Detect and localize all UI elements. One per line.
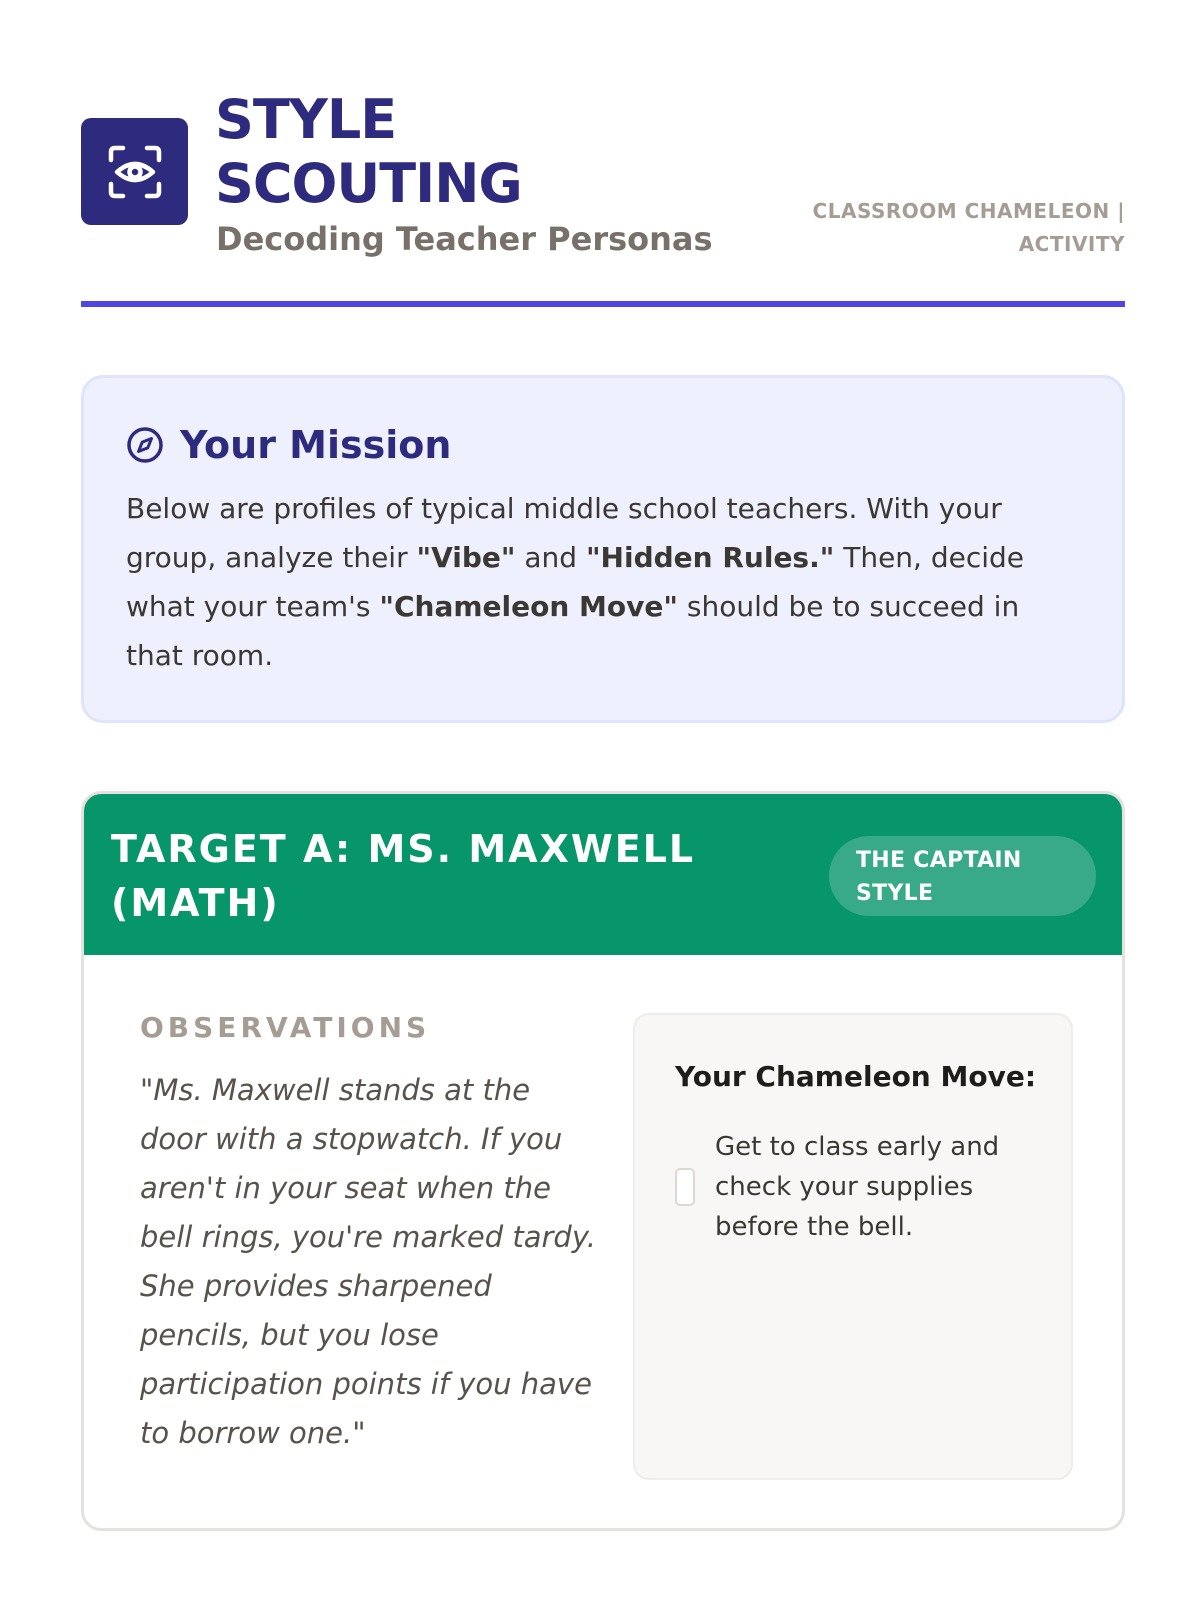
move-option-label: Get to class early and check your supplies before the bell.	[715, 1132, 1000, 1242]
observations-label: OBSERVATIONS	[140, 1011, 431, 1044]
observation-quote: "Ms. Maxwell stands at the door with a stopwatch. If you aren't in your seat when the bell rings, you're marked tardy. She provides sharpened pencils, but you lose participation points if you have to borrow one."	[140, 1073, 596, 1450]
mission-header	[126, 420, 1082, 470]
target-card-header	[84, 794, 1122, 955]
mission-title: Your Mission	[180, 423, 452, 467]
chameleon-move-panel	[633, 1013, 1073, 1480]
mission-box	[81, 375, 1125, 723]
header-divider	[81, 301, 1125, 307]
eye-scan-icon	[105, 142, 165, 202]
mission-bold-chameleon-move: "Chameleon Move"	[379, 590, 678, 623]
chameleon-move-option[interactable]	[675, 1127, 1045, 1247]
compass-icon	[126, 426, 164, 464]
chameleon-move-title: Your Chameleon Move:	[675, 1060, 1037, 1093]
page-header	[81, 88, 1125, 268]
mission-bold-hidden-rules: "Hidden Rules."	[585, 541, 835, 574]
logo	[81, 118, 188, 225]
style-badge: THE CAPTAIN STYLE	[829, 836, 1096, 916]
page-subtitle: Decoding Teacher Personas	[216, 220, 713, 258]
page-title: STYLE SCOUTING	[215, 88, 522, 215]
mission-text: Below are profiles of typical middle school teachers. With your group, analyze their "Vibe" and "Hidden Rules." Then, decide what your team's "Chameleon Move" should be to succeed in that room.	[126, 492, 1025, 672]
move-checkbox[interactable]	[675, 1168, 695, 1206]
activity-tag: CLASSROOM CHAMELEON | ACTIVITY	[812, 199, 1125, 256]
target-title: TARGET A: MS. MAXWELL (MATH)	[111, 827, 696, 925]
target-card	[81, 791, 1125, 1531]
mission-bold-vibe: "Vibe"	[416, 541, 516, 574]
